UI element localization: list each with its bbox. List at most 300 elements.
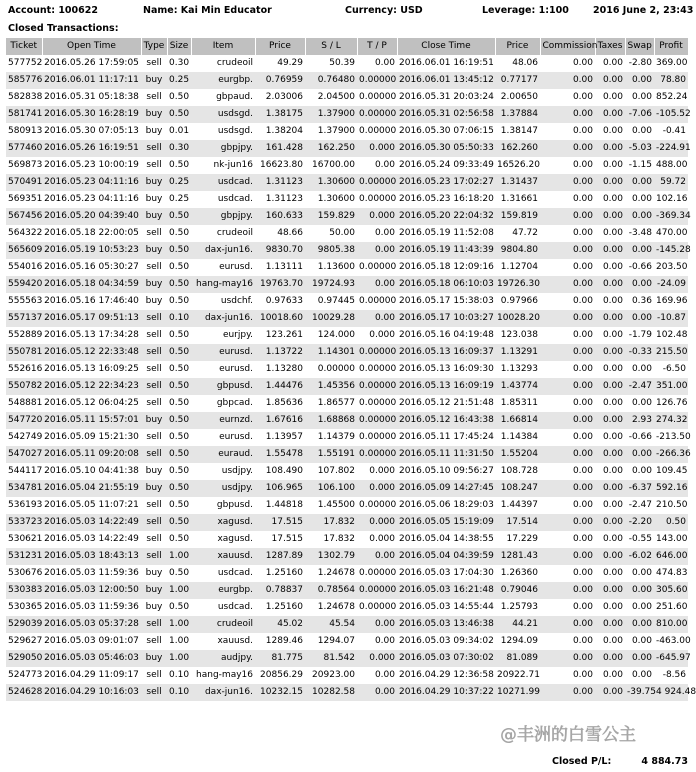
cell-open-time: 2016.05.03 11:59:36 (44, 602, 139, 612)
cell-stop-loss: 50.00 (329, 228, 355, 238)
column-header-ticket: Ticket (6, 38, 42, 55)
cell-close-price: 44.21 (495, 616, 540, 633)
cell-commission: 0.00 (540, 446, 595, 463)
cell-type: sell (146, 228, 162, 238)
cell-profit: 143.00 (656, 534, 688, 544)
cell-close-price: 9804.80 (495, 242, 540, 259)
cell-take-profit: 0.000 (369, 534, 395, 544)
cell-size: 1.00 (167, 650, 191, 667)
cell-close-time: 2016.05.13 16:09:30 (399, 364, 494, 374)
cell-type: buy (141, 650, 167, 667)
cell-size: 0.50 (167, 276, 191, 293)
cell-open-price: 9830.70 (255, 242, 305, 259)
cell-take-profit: 0.00000 (359, 432, 397, 442)
cell-size: 0.50 (169, 92, 190, 102)
cell-close-time: 2016.05.31 20:03:24 (399, 92, 494, 102)
cell-item: hang-may16 (196, 670, 253, 680)
cell-close-price: 48.06 (512, 58, 538, 68)
cell-taxes: 0.00 (602, 296, 623, 306)
cell-close-time: 2016.04.29 12:36:58 (399, 670, 494, 680)
cell-close-price: 17.229 (506, 534, 538, 544)
cell-item: eurgbp. (191, 582, 255, 599)
cell-open-price: 1.25160 (265, 568, 303, 578)
table-row (6, 140, 688, 157)
table-row (6, 123, 688, 140)
cell-open-time: 2016.04.29 11:09:17 (44, 670, 139, 680)
cell-close-time: 2016.05.12 21:51:48 (399, 398, 494, 408)
cell-item: gbpaud. (216, 92, 253, 102)
cell-size: 0.50 (167, 106, 191, 123)
table-row (6, 89, 688, 106)
cell-type: sell (146, 432, 162, 442)
cell-taxes: 0.00 (595, 140, 625, 157)
cell-open-price: 123.261 (265, 330, 303, 340)
watermark: @丰洲的白雪公主 (500, 725, 636, 745)
cell-size: 0.30 (169, 58, 190, 68)
column-header-take-profit: T / P (357, 38, 397, 55)
cell-ticket: 533723 (6, 514, 42, 531)
cell-close-time: 2016.05.11 17:45:24 (399, 432, 494, 442)
cell-swap: 0.00 (631, 126, 652, 136)
cell-profit: -8.56 (662, 670, 686, 680)
cell-close-time: 2016.05.10 09:56:27 (399, 466, 494, 476)
cell-size: 0.10 (169, 670, 190, 680)
cell-size: 0.50 (169, 262, 190, 272)
cell-ticket: 555563 (8, 296, 43, 306)
table-row (6, 72, 688, 89)
cell-ticket: 580913 (8, 126, 43, 136)
cell-open-price: 1.44476 (255, 378, 305, 395)
cell-stop-loss: 0.00000 (317, 364, 355, 374)
cell-ticket: 530621 (8, 534, 43, 544)
column-header-profit: Profit (654, 38, 688, 55)
cell-ticket: 577460 (6, 140, 42, 157)
cell-swap: 0.00 (625, 446, 654, 463)
table-row (6, 565, 688, 582)
cell-item: eurnzd. (191, 412, 255, 429)
cell-profit: 305.60 (654, 582, 688, 599)
cell-stop-loss: 2.04500 (317, 92, 355, 102)
cell-open-time: 2016.05.30 07:05:13 (44, 126, 139, 136)
cell-stop-loss: 1.30600 (317, 194, 355, 204)
cell-size: 0.50 (169, 568, 190, 578)
table-row (6, 446, 688, 463)
cell-stop-loss: 1.86577 (317, 398, 355, 408)
cell-commission: 0.00 (540, 514, 595, 531)
cell-ticket: 529627 (8, 636, 43, 646)
cell-close-price: 1.26360 (500, 568, 538, 578)
cell-taxes: 0.00 (602, 636, 623, 646)
cell-profit: -645.97 (654, 650, 688, 667)
cell-take-profit: 0.00 (374, 160, 395, 170)
cell-close-time: 2016.05.12 16:43:38 (397, 412, 495, 429)
table-row (6, 378, 688, 395)
cell-open-time: 2016.05.03 14:22:49 (42, 514, 141, 531)
column-header-stop-loss: S / L (305, 38, 357, 55)
cell-profit: -105.52 (654, 106, 688, 123)
cell-open-price: 17.515 (271, 534, 303, 544)
cell-stop-loss: 1.13600 (317, 262, 355, 272)
table-row (6, 548, 688, 565)
cell-close-time: 2016.05.24 09:33:49 (399, 160, 494, 170)
cell-type: buy (141, 412, 167, 429)
cell-open-time: 2016.05.23 04:11:16 (44, 194, 139, 204)
cell-swap: 0.00 (631, 466, 652, 476)
cell-swap: 0.00 (631, 568, 652, 578)
cell-type: sell (141, 548, 167, 565)
cell-stop-loss: 10029.28 (305, 310, 357, 327)
table-row (6, 480, 688, 497)
cell-taxes: 0.00 (595, 242, 625, 259)
cell-swap: -5.03 (625, 140, 654, 157)
cell-size: 0.50 (169, 602, 190, 612)
account-header (8, 5, 694, 19)
cell-open-time: 2016.05.10 04:41:38 (44, 466, 139, 476)
cell-ticket: 569351 (8, 194, 43, 204)
cell-open-time: 2016.05.18 22:00:05 (44, 228, 139, 238)
cell-taxes: 0.00 (602, 330, 623, 340)
cell-taxes: 0.00 (602, 160, 623, 170)
cell-taxes: 0.00 (602, 92, 623, 102)
cell-close-price: 19726.30 (495, 276, 540, 293)
cell-swap: -3.48 (628, 228, 652, 238)
cell-item: crudeoil (216, 228, 253, 238)
cell-close-price: 0.79046 (495, 582, 540, 599)
table-row (6, 667, 688, 684)
cell-stop-loss: 106.100 (305, 480, 357, 497)
cell-take-profit: 0.00000 (357, 106, 397, 123)
cell-taxes: 0.00 (602, 262, 623, 272)
column-header-close-time: Close Time (397, 38, 495, 55)
cell-open-price: 10018.60 (255, 310, 305, 327)
cell-stop-loss: 1.55191 (305, 446, 357, 463)
cell-type: buy (141, 242, 167, 259)
account-name: Name: Kai Min Educator (143, 5, 272, 16)
cell-item: usdcad. (217, 568, 253, 578)
table-row (6, 616, 688, 633)
cell-stop-loss: 107.802 (317, 466, 355, 476)
cell-close-price: 162.260 (495, 140, 540, 157)
cell-take-profit: 0.00000 (357, 378, 397, 395)
cell-item: usdjpy. (191, 480, 255, 497)
table-row (6, 191, 688, 208)
cell-ticket: 554016 (8, 262, 43, 272)
cell-take-profit: 0.00000 (359, 364, 397, 374)
cell-ticket: 552616 (8, 364, 43, 374)
cell-take-profit: 0.00000 (357, 412, 397, 429)
cell-swap: 0.00 (631, 670, 652, 680)
cell-take-profit: 0.00 (357, 684, 397, 701)
cell-close-time: 2016.05.03 09:34:02 (399, 636, 494, 646)
cell-close-time: 2016.05.30 07:06:15 (399, 126, 494, 136)
column-header-close-price: Price (495, 38, 540, 55)
cell-close-price: 1.37884 (495, 106, 540, 123)
cell-close-price: 10028.20 (495, 310, 540, 327)
cell-type: sell (146, 160, 162, 170)
cell-ticket: 552889 (8, 330, 43, 340)
cell-open-price: 48.66 (277, 228, 303, 238)
cell-size: 0.10 (167, 684, 191, 701)
cell-item: dax-jun16. (191, 310, 255, 327)
table-row (6, 514, 688, 531)
cell-open-price: 1.55478 (255, 446, 305, 463)
table-row (6, 463, 688, 480)
cell-close-time: 2016.05.19 11:43:39 (397, 242, 495, 259)
cell-size: 0.50 (167, 446, 191, 463)
cell-stop-loss: 1302.79 (305, 548, 357, 565)
account-leverage: Leverage: 1:100 (482, 5, 569, 16)
closed-pl-summary (548, 756, 688, 768)
cell-take-profit: 0.000 (369, 330, 395, 340)
cell-type: sell (146, 398, 162, 408)
cell-close-price: 159.819 (495, 208, 540, 225)
column-header-type: Type (141, 38, 167, 55)
cell-item: dax-jun16. (191, 242, 255, 259)
cell-swap: -39.75 (625, 684, 654, 701)
cell-taxes: 0.00 (595, 72, 625, 89)
cell-profit: -0.41 (662, 126, 686, 136)
cell-swap: 0.00 (631, 636, 652, 646)
cell-commission: 0.00 (572, 636, 593, 646)
cell-close-price: 2.00650 (500, 92, 538, 102)
cell-taxes: 0.00 (602, 364, 623, 374)
cell-swap: -0.33 (625, 344, 654, 361)
cell-item: usdcad. (217, 194, 253, 204)
cell-item: usdsgd. (191, 106, 255, 123)
cell-take-profit: 0.00 (357, 616, 397, 633)
cell-close-time: 2016.05.03 17:04:30 (399, 568, 494, 578)
cell-swap: 0.00 (631, 364, 652, 374)
cell-item: eurusd. (191, 344, 255, 361)
cell-ticket: 542749 (8, 432, 43, 442)
cell-take-profit: 0.00000 (359, 194, 397, 204)
cell-size: 1.00 (167, 582, 191, 599)
cell-type: sell (146, 534, 162, 544)
cell-take-profit: 0.00 (374, 228, 395, 238)
cell-type: buy (141, 276, 167, 293)
cell-ticket: 550781 (6, 344, 42, 361)
cell-close-time: 2016.05.03 16:21:48 (397, 582, 495, 599)
cell-size: 0.50 (169, 364, 190, 374)
table-row (6, 412, 688, 429)
cell-close-price: 1.55204 (495, 446, 540, 463)
cell-stop-loss: 0.78564 (305, 582, 357, 599)
cell-open-time: 2016.05.03 09:01:07 (44, 636, 139, 646)
cell-open-time: 2016.05.12 06:04:25 (44, 398, 139, 408)
cell-stop-loss: 10282.58 (305, 684, 357, 701)
cell-profit: 488.00 (656, 160, 688, 170)
cell-open-time: 2016.05.03 18:43:13 (42, 548, 141, 565)
cell-type: buy (145, 296, 163, 306)
cell-stop-loss: 9805.38 (305, 242, 357, 259)
cell-swap: -0.55 (628, 534, 652, 544)
cell-open-time: 2016.05.03 11:59:36 (44, 568, 139, 578)
cell-type: buy (145, 466, 163, 476)
cell-open-time: 2016.05.03 05:37:28 (42, 616, 141, 633)
cell-ticket: 569873 (8, 160, 43, 170)
cell-open-time: 2016.05.13 17:34:28 (44, 330, 139, 340)
table-row (6, 310, 688, 327)
cell-swap: -2.80 (628, 58, 652, 68)
cell-commission: 0.00 (540, 344, 595, 361)
column-header-open-price: Price (255, 38, 305, 55)
cell-item: gbpcad. (216, 398, 253, 408)
table-row (6, 208, 688, 225)
cell-taxes: 0.00 (602, 500, 623, 510)
cell-ticket: 582838 (8, 92, 43, 102)
cell-commission: 0.00 (540, 310, 595, 327)
cell-taxes: 0.00 (595, 344, 625, 361)
cell-size: 0.10 (167, 310, 191, 327)
cell-close-price: 1.13291 (495, 344, 540, 361)
cell-type: buy (141, 72, 167, 89)
cell-open-time: 2016.05.30 16:28:19 (42, 106, 141, 123)
cell-stop-loss: 1.45356 (305, 378, 357, 395)
cell-ticket: 536193 (8, 500, 43, 510)
cell-profit: 59.72 (654, 174, 688, 191)
table-row (6, 497, 688, 514)
cell-commission: 0.00 (540, 276, 595, 293)
cell-taxes: 0.00 (595, 548, 625, 565)
cell-open-price: 10232.15 (255, 684, 305, 701)
cell-close-price: 108.247 (495, 480, 540, 497)
cell-size: 0.50 (169, 466, 190, 476)
cell-close-price: 1.25793 (500, 602, 538, 612)
cell-close-time: 2016.05.16 04:19:48 (399, 330, 494, 340)
cell-commission: 0.00 (540, 72, 595, 89)
cell-size: 0.50 (167, 208, 191, 225)
table-row (6, 395, 688, 412)
cell-commission: 0.00 (572, 194, 593, 204)
cell-commission: 0.00 (540, 106, 595, 123)
cell-commission: 0.00 (572, 228, 593, 238)
cell-swap: -2.47 (628, 500, 652, 510)
cell-take-profit: 0.00000 (357, 72, 397, 89)
cell-taxes: 0.00 (602, 126, 623, 136)
cell-swap: 0.00 (625, 582, 654, 599)
cell-size: 0.50 (167, 378, 191, 395)
cell-commission: 0.00 (540, 412, 595, 429)
cell-close-time: 2016.05.13 16:09:19 (397, 378, 495, 395)
cell-take-profit: 0.000 (357, 514, 397, 531)
cell-ticket: 548881 (8, 398, 43, 408)
cell-type: sell (141, 344, 167, 361)
cell-commission: 0.00 (540, 650, 595, 667)
cell-profit: 102.48 (656, 330, 688, 340)
cell-swap: -2.20 (625, 514, 654, 531)
cell-item: audjpy. (191, 650, 255, 667)
header-row (6, 38, 688, 55)
cell-size: 1.00 (169, 636, 190, 646)
cell-close-price: 1.31437 (495, 174, 540, 191)
cell-type: buy (145, 194, 163, 204)
cell-ticket: 581741 (6, 106, 42, 123)
cell-take-profit: 0.00000 (359, 568, 397, 578)
cell-item: gbpusd. (191, 378, 255, 395)
cell-profit: -6.50 (662, 364, 686, 374)
table-row (6, 599, 688, 616)
cell-open-time: 2016.05.26 16:19:51 (42, 140, 141, 157)
cell-open-time: 2016.05.11 15:57:01 (42, 412, 141, 429)
cell-open-price: 81.775 (255, 650, 305, 667)
cell-profit: 109.45 (656, 466, 688, 476)
cell-profit: -145.28 (654, 242, 688, 259)
cell-swap: 0.00 (631, 194, 652, 204)
cell-profit: 215.50 (654, 344, 688, 361)
cell-size: 0.50 (169, 534, 190, 544)
cell-size: 0.25 (167, 72, 191, 89)
cell-close-price: 16526.20 (497, 160, 540, 170)
cell-taxes: 0.00 (595, 378, 625, 395)
cell-taxes: 0.00 (595, 276, 625, 293)
cell-take-profit: 0.000 (357, 650, 397, 667)
column-header-size: Size (167, 38, 191, 55)
cell-open-price: 1.13957 (265, 432, 303, 442)
cell-type: buy (141, 582, 167, 599)
cell-take-profit: 0.00 (357, 548, 397, 565)
cell-open-time: 2016.05.03 14:22:49 (44, 534, 139, 544)
cell-commission: 0.00 (572, 126, 593, 136)
cell-ticket: 530383 (6, 582, 42, 599)
cell-ticket: 531231 (6, 548, 42, 565)
cell-taxes: 0.00 (595, 480, 625, 497)
cell-open-price: 2.03006 (265, 92, 303, 102)
cell-open-price: 1.13722 (255, 344, 305, 361)
cell-taxes: 0.00 (602, 602, 623, 612)
cell-swap: -6.02 (625, 548, 654, 565)
cell-close-price: 0.77177 (495, 72, 540, 89)
cell-ticket: 530676 (8, 568, 43, 578)
cell-commission: 0.00 (572, 466, 593, 476)
cell-item: hang-may16 (191, 276, 255, 293)
cell-open-time: 2016.05.23 10:00:19 (44, 160, 139, 170)
cell-type: sell (146, 262, 162, 272)
cell-type: sell (141, 446, 167, 463)
cell-size: 0.50 (167, 412, 191, 429)
cell-close-price: 1.43774 (495, 378, 540, 395)
cell-ticket: 564322 (8, 228, 43, 238)
cell-open-price: 1.25160 (265, 602, 303, 612)
table-row (6, 429, 688, 446)
cell-item: euraud. (191, 446, 255, 463)
cell-stop-loss: 17.832 (305, 514, 357, 531)
cell-close-time: 2016.04.29 10:37:22 (397, 684, 495, 701)
cell-commission: 0.00 (572, 262, 593, 272)
cell-item: dax-jun16. (191, 684, 255, 701)
cell-ticket: 524773 (8, 670, 43, 680)
cell-type: sell (146, 330, 162, 340)
cell-size: 1.00 (167, 616, 191, 633)
cell-type: sell (141, 616, 167, 633)
cell-open-time: 2016.05.12 22:34:23 (42, 378, 141, 395)
cell-taxes: 0.00 (602, 194, 623, 204)
table-row (6, 650, 688, 667)
cell-item: usdchf. (220, 296, 253, 306)
cell-item: xauusd. (217, 636, 253, 646)
cell-close-price: 123.038 (500, 330, 538, 340)
cell-close-time: 2016.05.18 06:10:03 (397, 276, 495, 293)
cell-open-price: 1.38204 (265, 126, 303, 136)
cell-profit: 102.16 (656, 194, 688, 204)
cell-open-time: 2016.05.05 11:07:21 (44, 500, 139, 510)
cell-close-price: 1.13293 (500, 364, 538, 374)
cell-take-profit: 0.000 (369, 466, 395, 476)
cell-close-time: 2016.05.20 22:04:32 (397, 208, 495, 225)
cell-size: 0.50 (169, 160, 190, 170)
cell-item: eurusd. (219, 262, 253, 272)
cell-close-time: 2016.05.04 14:38:55 (399, 534, 494, 544)
cell-stop-loss: 1.14301 (305, 344, 357, 361)
